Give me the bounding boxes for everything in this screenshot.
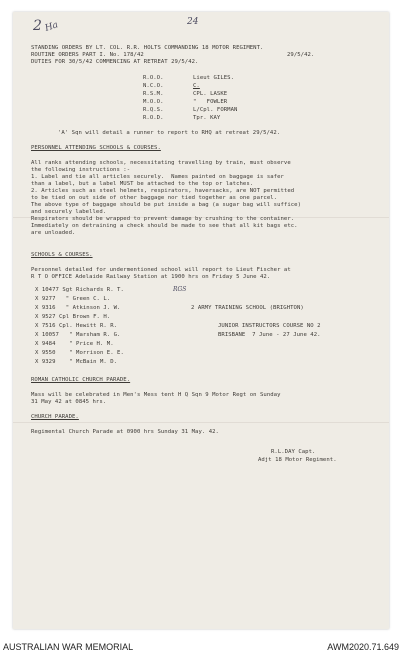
handwritten-mark: 24 (187, 17, 199, 27)
body-line: 1. Label and tie all articles securely. Names painted on baggage is safer (31, 174, 284, 180)
caption-bar (0, 641, 402, 653)
duty-role: R.S.M. (143, 91, 164, 97)
service-number: X 10057 (35, 332, 59, 338)
rank: " (69, 341, 73, 347)
service-number: X 9277 (35, 296, 56, 302)
person-name: McBain M. D. (76, 359, 118, 365)
rank: Sgt (62, 287, 73, 293)
body-line: and securely labelled. (31, 209, 107, 215)
service-number: X 9316 (35, 305, 56, 311)
duty-role: R.Q.S. (143, 107, 164, 113)
list-item (35, 332, 120, 339)
section-heading: PERSONNEL ATTENDING SCHOOLS & COURSES. (31, 145, 161, 151)
body-line: Regimental Church Parade at 0900 hrs Sunday 31 May. 42. (31, 429, 219, 435)
duty-name: L/Cpl. FORMAN (193, 107, 238, 113)
rank: Cpl (58, 314, 70, 320)
handwritten-initial: Ha (43, 20, 60, 34)
list-item (35, 341, 114, 348)
runner-note: 'A' Sqn will detail a runner to report to RHQ at retreat 29/5/42. (58, 130, 281, 136)
section-heading: ROMAN CATHOLIC CHURCH PARADE. (31, 377, 131, 383)
duty-name: CPL. LASKE (193, 91, 228, 97)
body-line: All ranks attending schools, necessitating travelling by train, must observe (31, 160, 291, 166)
person-name: Atkinson J. W. (72, 305, 121, 311)
course-dates: BRISBANE 7 June - 27 June 42. (218, 332, 321, 338)
person-name: Brown F. H. (72, 314, 111, 320)
list-item (35, 296, 110, 303)
body-line: Immediately on detraining a check should be made to see that all kit bags etc. (31, 223, 298, 229)
caption-accession: AWM2020.71.649 (327, 642, 399, 652)
list-item (35, 323, 117, 330)
body-line: Mass will be celebrated in Men's Mess tent H Q Sqn 9 Motor Regt on Sunday (31, 392, 281, 398)
caption-source: AUSTRALIAN WAR MEMORIAL (3, 642, 134, 652)
duty-name: Tpr. KAY (193, 115, 221, 121)
header-line-3: DUTIES FOR 30/5/42 COMMENCING AT RETREAT 29/5/42. (31, 59, 199, 65)
section-heading: SCHOOLS & COURSES. (31, 252, 93, 258)
list-item (35, 359, 117, 366)
header-date: 29/5/42. (287, 52, 315, 58)
duty-name: C. (193, 83, 200, 89)
body-line: 31 May 42 at 0845 hrs. (31, 399, 107, 405)
header-line-1: STANDING ORDERS BY LT. COL. R.R. HOLTS COMMANDING 18 MOTOR REGIMENT. (31, 45, 264, 51)
body-line: R T O OFFICE Adelaide Railway Station at 1900 hrs on Friday 5 June 42. (31, 274, 271, 280)
service-number: X 9527 (35, 314, 56, 320)
person-name: Richards R. T. (76, 287, 124, 293)
list-item (35, 287, 124, 294)
body-line: to be tied on out side of other baggage nor tied together as one parcel. (31, 195, 278, 201)
body-line: The above type of baggage should be put inside a bag (a sugar bag will suffice) (31, 202, 301, 208)
body-line: Respirators should be wrapped to prevent damage by crushing to the container. (31, 216, 295, 222)
body-line: the following instructions :- (31, 167, 131, 173)
service-number: X 9484 (35, 341, 56, 347)
service-number: X 10477 (35, 287, 59, 293)
handwritten-page-number: 2 (33, 18, 42, 34)
service-number: X 7516 (35, 323, 56, 329)
signature-title: Adjt 18 Motor Regiment. (258, 457, 337, 463)
duty-role: R.O.D. (143, 115, 164, 121)
body-line: 2. Articles such as steel helmets, respirators, haversacks, are NOT permitted (31, 188, 295, 194)
rank: " (69, 350, 73, 356)
rank: " (65, 296, 70, 302)
person-name: Marsham R. G. (76, 332, 121, 338)
service-number: X 9329 (35, 359, 56, 365)
section-heading: CHURCH PARADE. (31, 414, 79, 420)
duty-name: " FOWLER (193, 99, 228, 105)
body-line: Personnel detailed for undermentioned school will report to Lieut Fischer at (31, 267, 291, 273)
list-item (35, 305, 120, 312)
service-number: X 9550 (35, 350, 56, 356)
signature-name: R.L.DAY Capt. (271, 449, 316, 455)
course-name: JUNIOR INSTRUCTORS COURSE NO 2 (218, 323, 321, 329)
rank: Cpl. (58, 323, 73, 329)
school-name: 2 ARMY TRAINING SCHOOL (BRIGHTON) (191, 305, 304, 311)
body-line: are unloaded. (31, 230, 76, 236)
person-name: Hewitt R. R. (76, 323, 118, 329)
document-page (13, 12, 389, 629)
duty-role: R.O.O. (143, 75, 164, 81)
person-name: Morrison E. E. (76, 350, 124, 356)
person-name: Green C. L. (72, 296, 111, 302)
rank: " (65, 305, 70, 311)
rank: " (69, 332, 73, 338)
duty-role: N.C.O. (143, 83, 164, 89)
header-line-2: ROUTINE ORDERS PART I. No. 178/42 (31, 52, 144, 58)
margin-mark: RGS (173, 286, 187, 293)
list-item (35, 314, 110, 321)
rank: " (69, 359, 73, 365)
duty-name: Lieut GILES. (193, 75, 235, 81)
list-item (35, 350, 124, 357)
fold-line (13, 422, 389, 423)
duty-role: M.O.O. (143, 99, 164, 105)
body-line: than a label, but a label MUST be attached to the top or latches. (31, 181, 254, 187)
person-name: Price H. M. (76, 341, 114, 347)
